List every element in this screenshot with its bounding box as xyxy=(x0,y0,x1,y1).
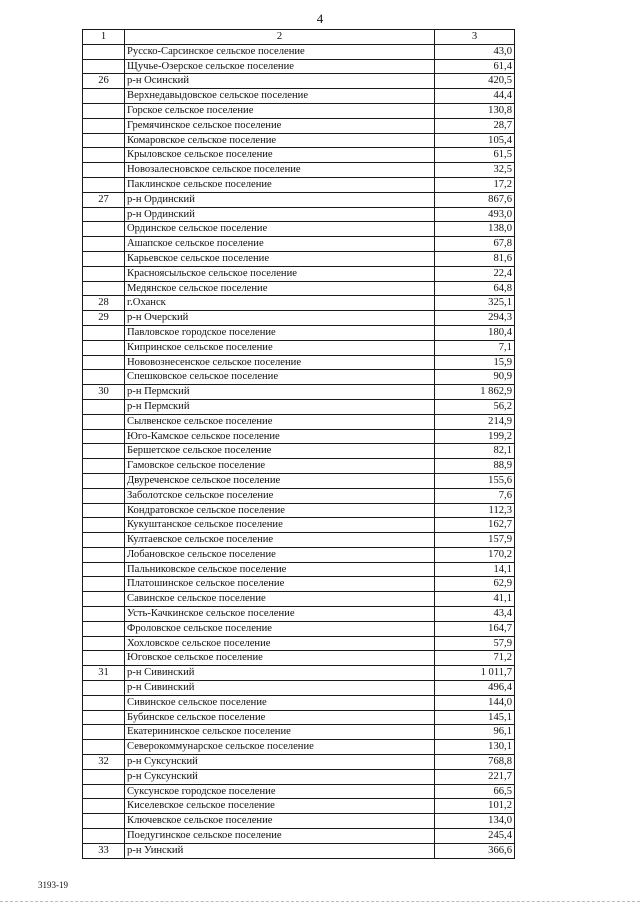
row-number-cell xyxy=(83,799,125,814)
row-value-cell: 199,2 xyxy=(435,429,515,444)
table-row xyxy=(83,385,515,400)
row-name-cell: Ключевское сельское поселение xyxy=(125,814,435,829)
row-number-cell: 32 xyxy=(83,755,125,770)
table-row xyxy=(83,621,515,636)
row-name-cell: Фроловское сельское поселение xyxy=(125,621,435,636)
row-value-cell: 56,2 xyxy=(435,399,515,414)
row-number-cell xyxy=(83,355,125,370)
table-row xyxy=(83,399,515,414)
row-name-cell: Култаевское сельское поселение xyxy=(125,533,435,548)
row-number-cell xyxy=(83,266,125,281)
row-name-cell: Двуреченское сельское поселение xyxy=(125,473,435,488)
row-name-cell: Новозалесновское сельское поселение xyxy=(125,163,435,178)
row-number-cell: 31 xyxy=(83,666,125,681)
table-row xyxy=(83,843,515,858)
table-row xyxy=(83,503,515,518)
table-row xyxy=(83,473,515,488)
row-name-cell: Горское сельское поселение xyxy=(125,103,435,118)
row-number-cell xyxy=(83,251,125,266)
row-value-cell: 57,9 xyxy=(435,636,515,651)
row-number-cell: 27 xyxy=(83,192,125,207)
row-number-cell xyxy=(83,340,125,355)
row-number-cell xyxy=(83,207,125,222)
table-row xyxy=(83,607,515,622)
row-number-cell xyxy=(83,177,125,192)
table-row xyxy=(83,740,515,755)
scan-edge-line xyxy=(0,900,640,902)
row-value-cell: 7,1 xyxy=(435,340,515,355)
table-header-row xyxy=(83,30,515,45)
row-number-cell xyxy=(83,44,125,59)
row-name-cell: р-н Сивинский xyxy=(125,666,435,681)
table-row xyxy=(83,118,515,133)
row-name-cell: Платошинское сельское поселение xyxy=(125,577,435,592)
table-row xyxy=(83,755,515,770)
table-row xyxy=(83,340,515,355)
table-row xyxy=(83,769,515,784)
row-number-cell xyxy=(83,695,125,710)
row-number-cell xyxy=(83,769,125,784)
row-value-cell: 14,1 xyxy=(435,562,515,577)
row-name-cell: р-н Ординский xyxy=(125,192,435,207)
table-row xyxy=(83,59,515,74)
row-value-cell: 496,4 xyxy=(435,681,515,696)
table-row xyxy=(83,251,515,266)
row-name-cell: Юговское сельское поселение xyxy=(125,651,435,666)
row-value-cell: 325,1 xyxy=(435,296,515,311)
table-row xyxy=(83,311,515,326)
row-name-cell: Хохловское сельское поселение xyxy=(125,636,435,651)
row-name-cell: Кипринское сельское поселение xyxy=(125,340,435,355)
row-name-cell: Спешковское сельское поселение xyxy=(125,370,435,385)
row-number-cell xyxy=(83,444,125,459)
row-number-cell xyxy=(83,710,125,725)
row-value-cell: 134,0 xyxy=(435,814,515,829)
table-row xyxy=(83,533,515,548)
row-number-cell xyxy=(83,518,125,533)
row-value-cell: 88,9 xyxy=(435,459,515,474)
table-row xyxy=(83,488,515,503)
row-number-cell: 28 xyxy=(83,296,125,311)
row-value-cell: 170,2 xyxy=(435,547,515,562)
table-row xyxy=(83,814,515,829)
table-row xyxy=(83,370,515,385)
row-value-cell: 155,6 xyxy=(435,473,515,488)
row-number-cell: 29 xyxy=(83,311,125,326)
row-number-cell xyxy=(83,814,125,829)
row-number-cell xyxy=(83,59,125,74)
row-number-cell xyxy=(83,681,125,696)
row-number-cell: 30 xyxy=(83,385,125,400)
row-value-cell: 62,9 xyxy=(435,577,515,592)
row-name-cell: р-н Уинский xyxy=(125,843,435,858)
row-value-cell: 144,0 xyxy=(435,695,515,710)
row-name-cell: Суксунское городское поселение xyxy=(125,784,435,799)
table-row xyxy=(83,355,515,370)
table-row xyxy=(83,459,515,474)
table-row xyxy=(83,429,515,444)
row-value-cell: 15,9 xyxy=(435,355,515,370)
row-value-cell: 105,4 xyxy=(435,133,515,148)
row-number-cell xyxy=(83,414,125,429)
table-row xyxy=(83,562,515,577)
row-name-cell: р-н Суксунский xyxy=(125,755,435,770)
row-number-cell xyxy=(83,829,125,844)
row-number-cell: 26 xyxy=(83,74,125,89)
row-number-cell xyxy=(83,163,125,178)
row-name-cell: р-н Очерский xyxy=(125,311,435,326)
table-row xyxy=(83,103,515,118)
row-name-cell: Гамовское сельское поселение xyxy=(125,459,435,474)
row-number-cell xyxy=(83,636,125,651)
table-row xyxy=(83,681,515,696)
row-value-cell: 157,9 xyxy=(435,533,515,548)
row-value-cell: 61,5 xyxy=(435,148,515,163)
row-number-cell xyxy=(83,281,125,296)
table-row xyxy=(83,148,515,163)
row-value-cell: 294,3 xyxy=(435,311,515,326)
row-name-cell: Юго-Камское сельское поселение xyxy=(125,429,435,444)
row-number-cell xyxy=(83,473,125,488)
row-name-cell: Поедугинское сельское поселение xyxy=(125,829,435,844)
row-number-cell xyxy=(83,503,125,518)
row-value-cell: 164,7 xyxy=(435,621,515,636)
row-name-cell: Крыловское сельское поселение xyxy=(125,148,435,163)
table-row xyxy=(83,177,515,192)
row-value-cell: 90,9 xyxy=(435,370,515,385)
row-value-cell: 1 011,7 xyxy=(435,666,515,681)
row-name-cell: Гремячинское сельское поселение xyxy=(125,118,435,133)
row-value-cell: 44,4 xyxy=(435,89,515,104)
table-row xyxy=(83,710,515,725)
row-name-cell: Русско-Сарсинское сельское поселение xyxy=(125,44,435,59)
row-number-cell xyxy=(83,547,125,562)
row-value-cell: 214,9 xyxy=(435,414,515,429)
row-value-cell: 43,4 xyxy=(435,607,515,622)
column-header-name: 2 xyxy=(125,30,435,45)
row-value-cell: 245,4 xyxy=(435,829,515,844)
row-number-cell xyxy=(83,725,125,740)
table-row xyxy=(83,74,515,89)
table-row xyxy=(83,163,515,178)
row-value-cell: 162,7 xyxy=(435,518,515,533)
column-header-value: 3 xyxy=(435,30,515,45)
table-body xyxy=(83,44,515,858)
row-number-cell xyxy=(83,621,125,636)
row-name-cell: Савинское сельское поселение xyxy=(125,592,435,607)
row-value-cell: 22,4 xyxy=(435,266,515,281)
row-name-cell: Кукуштанское сельское поселение xyxy=(125,518,435,533)
table-row xyxy=(83,651,515,666)
row-name-cell: р-н Суксунский xyxy=(125,769,435,784)
row-name-cell: Щучье-Озерское сельское поселение xyxy=(125,59,435,74)
table-row xyxy=(83,222,515,237)
document-code: 3193-19 xyxy=(38,880,68,890)
row-name-cell: Медянское сельское поселение xyxy=(125,281,435,296)
row-name-cell: Бершетское сельское поселение xyxy=(125,444,435,459)
row-name-cell: Карьевское сельское поселение xyxy=(125,251,435,266)
row-name-cell: Киселевское сельское поселение xyxy=(125,799,435,814)
row-name-cell: р-н Пермский xyxy=(125,399,435,414)
row-name-cell: Паклинское сельское поселение xyxy=(125,177,435,192)
row-number-cell xyxy=(83,607,125,622)
table-row xyxy=(83,518,515,533)
row-value-cell: 67,8 xyxy=(435,237,515,252)
row-number-cell xyxy=(83,118,125,133)
row-value-cell: 61,4 xyxy=(435,59,515,74)
row-number-cell xyxy=(83,740,125,755)
table-row xyxy=(83,414,515,429)
row-name-cell: Нововознесенское сельское поселение xyxy=(125,355,435,370)
row-name-cell: Красноясыльское сельское поселение xyxy=(125,266,435,281)
row-value-cell: 66,5 xyxy=(435,784,515,799)
allocation-table xyxy=(82,29,515,859)
table-row xyxy=(83,592,515,607)
row-name-cell: Ашапское сельское поселение xyxy=(125,237,435,252)
row-value-cell: 101,2 xyxy=(435,799,515,814)
row-number-cell xyxy=(83,148,125,163)
row-number-cell xyxy=(83,533,125,548)
row-number-cell xyxy=(83,133,125,148)
row-value-cell: 96,1 xyxy=(435,725,515,740)
row-name-cell: Павловское городское поселение xyxy=(125,325,435,340)
table-row xyxy=(83,266,515,281)
row-number-cell xyxy=(83,325,125,340)
row-value-cell: 17,2 xyxy=(435,177,515,192)
row-name-cell: Лобановское сельское поселение xyxy=(125,547,435,562)
page-number: 4 xyxy=(316,11,324,26)
column-header-number: 1 xyxy=(83,30,125,45)
row-name-cell: Верхнедавыдовское сельское поселение xyxy=(125,89,435,104)
row-number-cell xyxy=(83,459,125,474)
row-number-cell xyxy=(83,89,125,104)
table-row xyxy=(83,44,515,59)
row-name-cell: Бубинское сельское поселение xyxy=(125,710,435,725)
table-row xyxy=(83,133,515,148)
row-name-cell: Северокоммунарское сельское поселение xyxy=(125,740,435,755)
row-name-cell: Пальниковское сельское поселение xyxy=(125,562,435,577)
row-value-cell: 43,0 xyxy=(435,44,515,59)
row-value-cell: 64,8 xyxy=(435,281,515,296)
row-name-cell: Сивинское сельское поселение xyxy=(125,695,435,710)
row-name-cell: Заболотское сельское поселение xyxy=(125,488,435,503)
table-row xyxy=(83,207,515,222)
row-number-cell xyxy=(83,370,125,385)
table-row xyxy=(83,577,515,592)
row-number-cell xyxy=(83,784,125,799)
row-name-cell: р-н Сивинский xyxy=(125,681,435,696)
table-row xyxy=(83,296,515,311)
row-name-cell: р-н Осинский xyxy=(125,74,435,89)
row-value-cell: 82,1 xyxy=(435,444,515,459)
row-number-cell xyxy=(83,429,125,444)
row-value-cell: 145,1 xyxy=(435,710,515,725)
row-value-cell: 366,6 xyxy=(435,843,515,858)
row-number-cell xyxy=(83,577,125,592)
row-name-cell: Ординское сельское поселение xyxy=(125,222,435,237)
table-row xyxy=(83,829,515,844)
table-row xyxy=(83,695,515,710)
row-number-cell xyxy=(83,562,125,577)
table-row xyxy=(83,325,515,340)
row-value-cell: 180,4 xyxy=(435,325,515,340)
row-name-cell: Сылвенское сельское поселение xyxy=(125,414,435,429)
row-number-cell: 33 xyxy=(83,843,125,858)
table-row xyxy=(83,666,515,681)
row-number-cell xyxy=(83,488,125,503)
row-number-cell xyxy=(83,651,125,666)
row-value-cell: 130,8 xyxy=(435,103,515,118)
row-value-cell: 41,1 xyxy=(435,592,515,607)
row-value-cell: 867,6 xyxy=(435,192,515,207)
row-value-cell: 28,7 xyxy=(435,118,515,133)
row-value-cell: 138,0 xyxy=(435,222,515,237)
table-row xyxy=(83,784,515,799)
table-row xyxy=(83,636,515,651)
row-name-cell: Кондратовское сельское поселение xyxy=(125,503,435,518)
row-name-cell: р-н Ординский xyxy=(125,207,435,222)
row-name-cell: Усть-Качкинское сельское поселение xyxy=(125,607,435,622)
row-value-cell: 112,3 xyxy=(435,503,515,518)
table-row xyxy=(83,799,515,814)
row-value-cell: 81,6 xyxy=(435,251,515,266)
row-value-cell: 420,5 xyxy=(435,74,515,89)
table-row xyxy=(83,281,515,296)
table-row xyxy=(83,192,515,207)
row-number-cell xyxy=(83,222,125,237)
row-name-cell: Комаровское сельское поселение xyxy=(125,133,435,148)
row-number-cell xyxy=(83,399,125,414)
row-name-cell: Екатерининское сельское поселение xyxy=(125,725,435,740)
row-value-cell: 1 862,9 xyxy=(435,385,515,400)
row-name-cell: г.Оханск xyxy=(125,296,435,311)
row-value-cell: 130,1 xyxy=(435,740,515,755)
table-row xyxy=(83,89,515,104)
row-value-cell: 32,5 xyxy=(435,163,515,178)
row-value-cell: 768,8 xyxy=(435,755,515,770)
row-number-cell xyxy=(83,237,125,252)
table-row xyxy=(83,547,515,562)
row-value-cell: 71,2 xyxy=(435,651,515,666)
row-value-cell: 493,0 xyxy=(435,207,515,222)
table-row xyxy=(83,725,515,740)
row-number-cell xyxy=(83,103,125,118)
table-row xyxy=(83,237,515,252)
table-row xyxy=(83,444,515,459)
row-value-cell: 7,6 xyxy=(435,488,515,503)
row-name-cell: р-н Пермский xyxy=(125,385,435,400)
row-value-cell: 221,7 xyxy=(435,769,515,784)
row-number-cell xyxy=(83,592,125,607)
